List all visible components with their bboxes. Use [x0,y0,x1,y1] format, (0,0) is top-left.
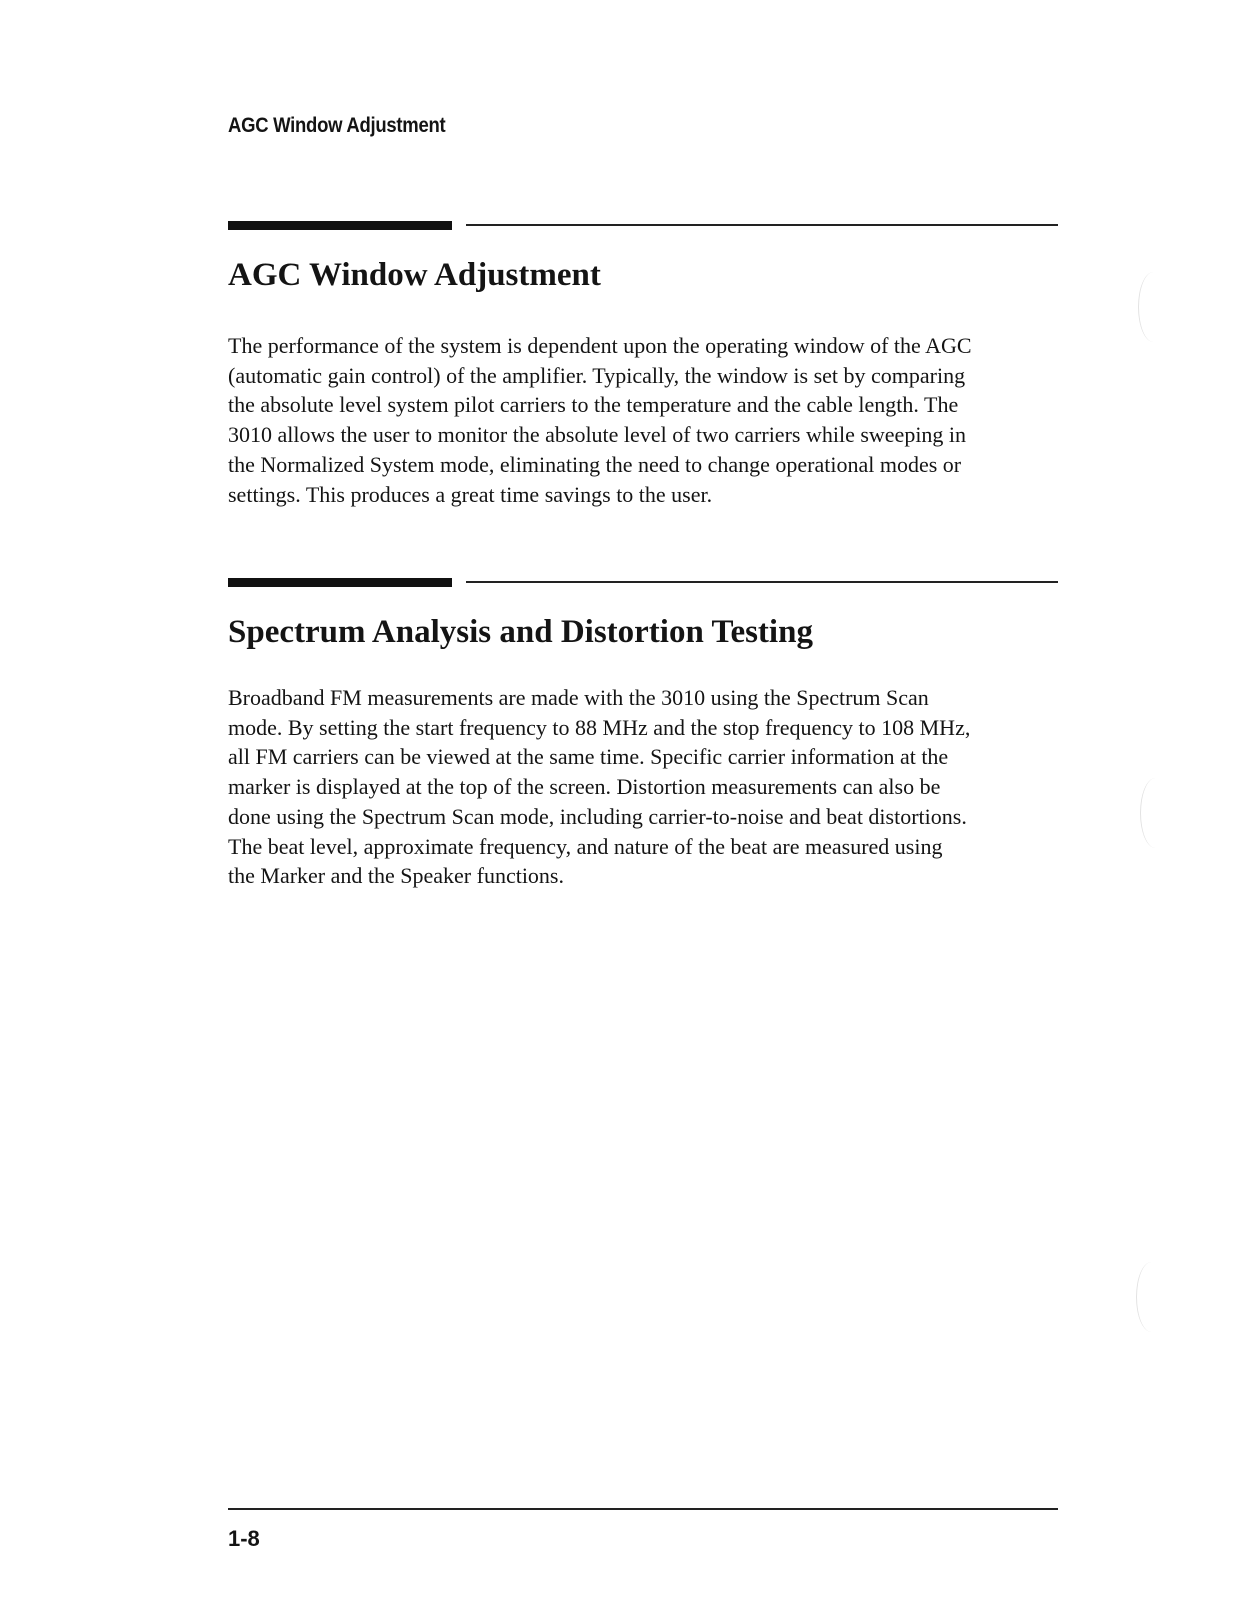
section-title: AGC Window Adjustment [228,257,601,293]
body-line: the absolute level system pilot carriers to the temperature and the cable length. The [228,392,959,418]
section-rule-thin [466,581,1058,583]
section-rule-thick [228,578,452,587]
section-body [228,331,1058,509]
body-line: The performance of the system is dependent upon the operating window of the AGC [228,333,972,358]
body-line: done using the Spectrum Scan mode, including carrier-to-noise and beat distortions. [228,803,967,829]
binding-mark [1136,1262,1167,1332]
body-line: marker is displayed at the top of the screen. Distortion measurements can also be [228,774,941,800]
body-line: The beat level, approximate frequency, and nature of the beat are measured using [228,833,943,859]
body-line: all FM carriers can be viewed at the same time. Specific carrier information at the [228,744,949,770]
body-line: the Marker and the Speaker functions. [228,863,564,889]
binding-mark [1138,272,1169,342]
body-line: (automatic gain control) of the amplifier. Typically, the window is set by comparing [228,362,966,388]
footer-rule [228,1508,1058,1510]
section-rule-thin [466,224,1058,226]
body-line: the Normalized System mode, eliminating the need to change operational modes or [228,451,962,477]
body-line: 3010 allows the user to monitor the absolute level of two carriers while sweeping in [228,422,967,448]
running-header: AGC Window Adjustment [228,114,446,137]
body-line: settings. This produces a great time savings to the user. [228,481,713,507]
section-title: Spectrum Analysis and Distortion Testing [228,614,813,650]
section-rule-thick [228,221,452,230]
section-body [228,683,1058,891]
binding-mark [1140,778,1171,848]
body-line: Broadband FM measurements are made with the 3010 using the Spectrum Scan [228,685,929,710]
body-line: mode. By setting the start frequency to 88 MHz and the stop frequency to 108 MHz, [228,714,971,740]
page-number: 1-8 [228,1526,260,1551]
